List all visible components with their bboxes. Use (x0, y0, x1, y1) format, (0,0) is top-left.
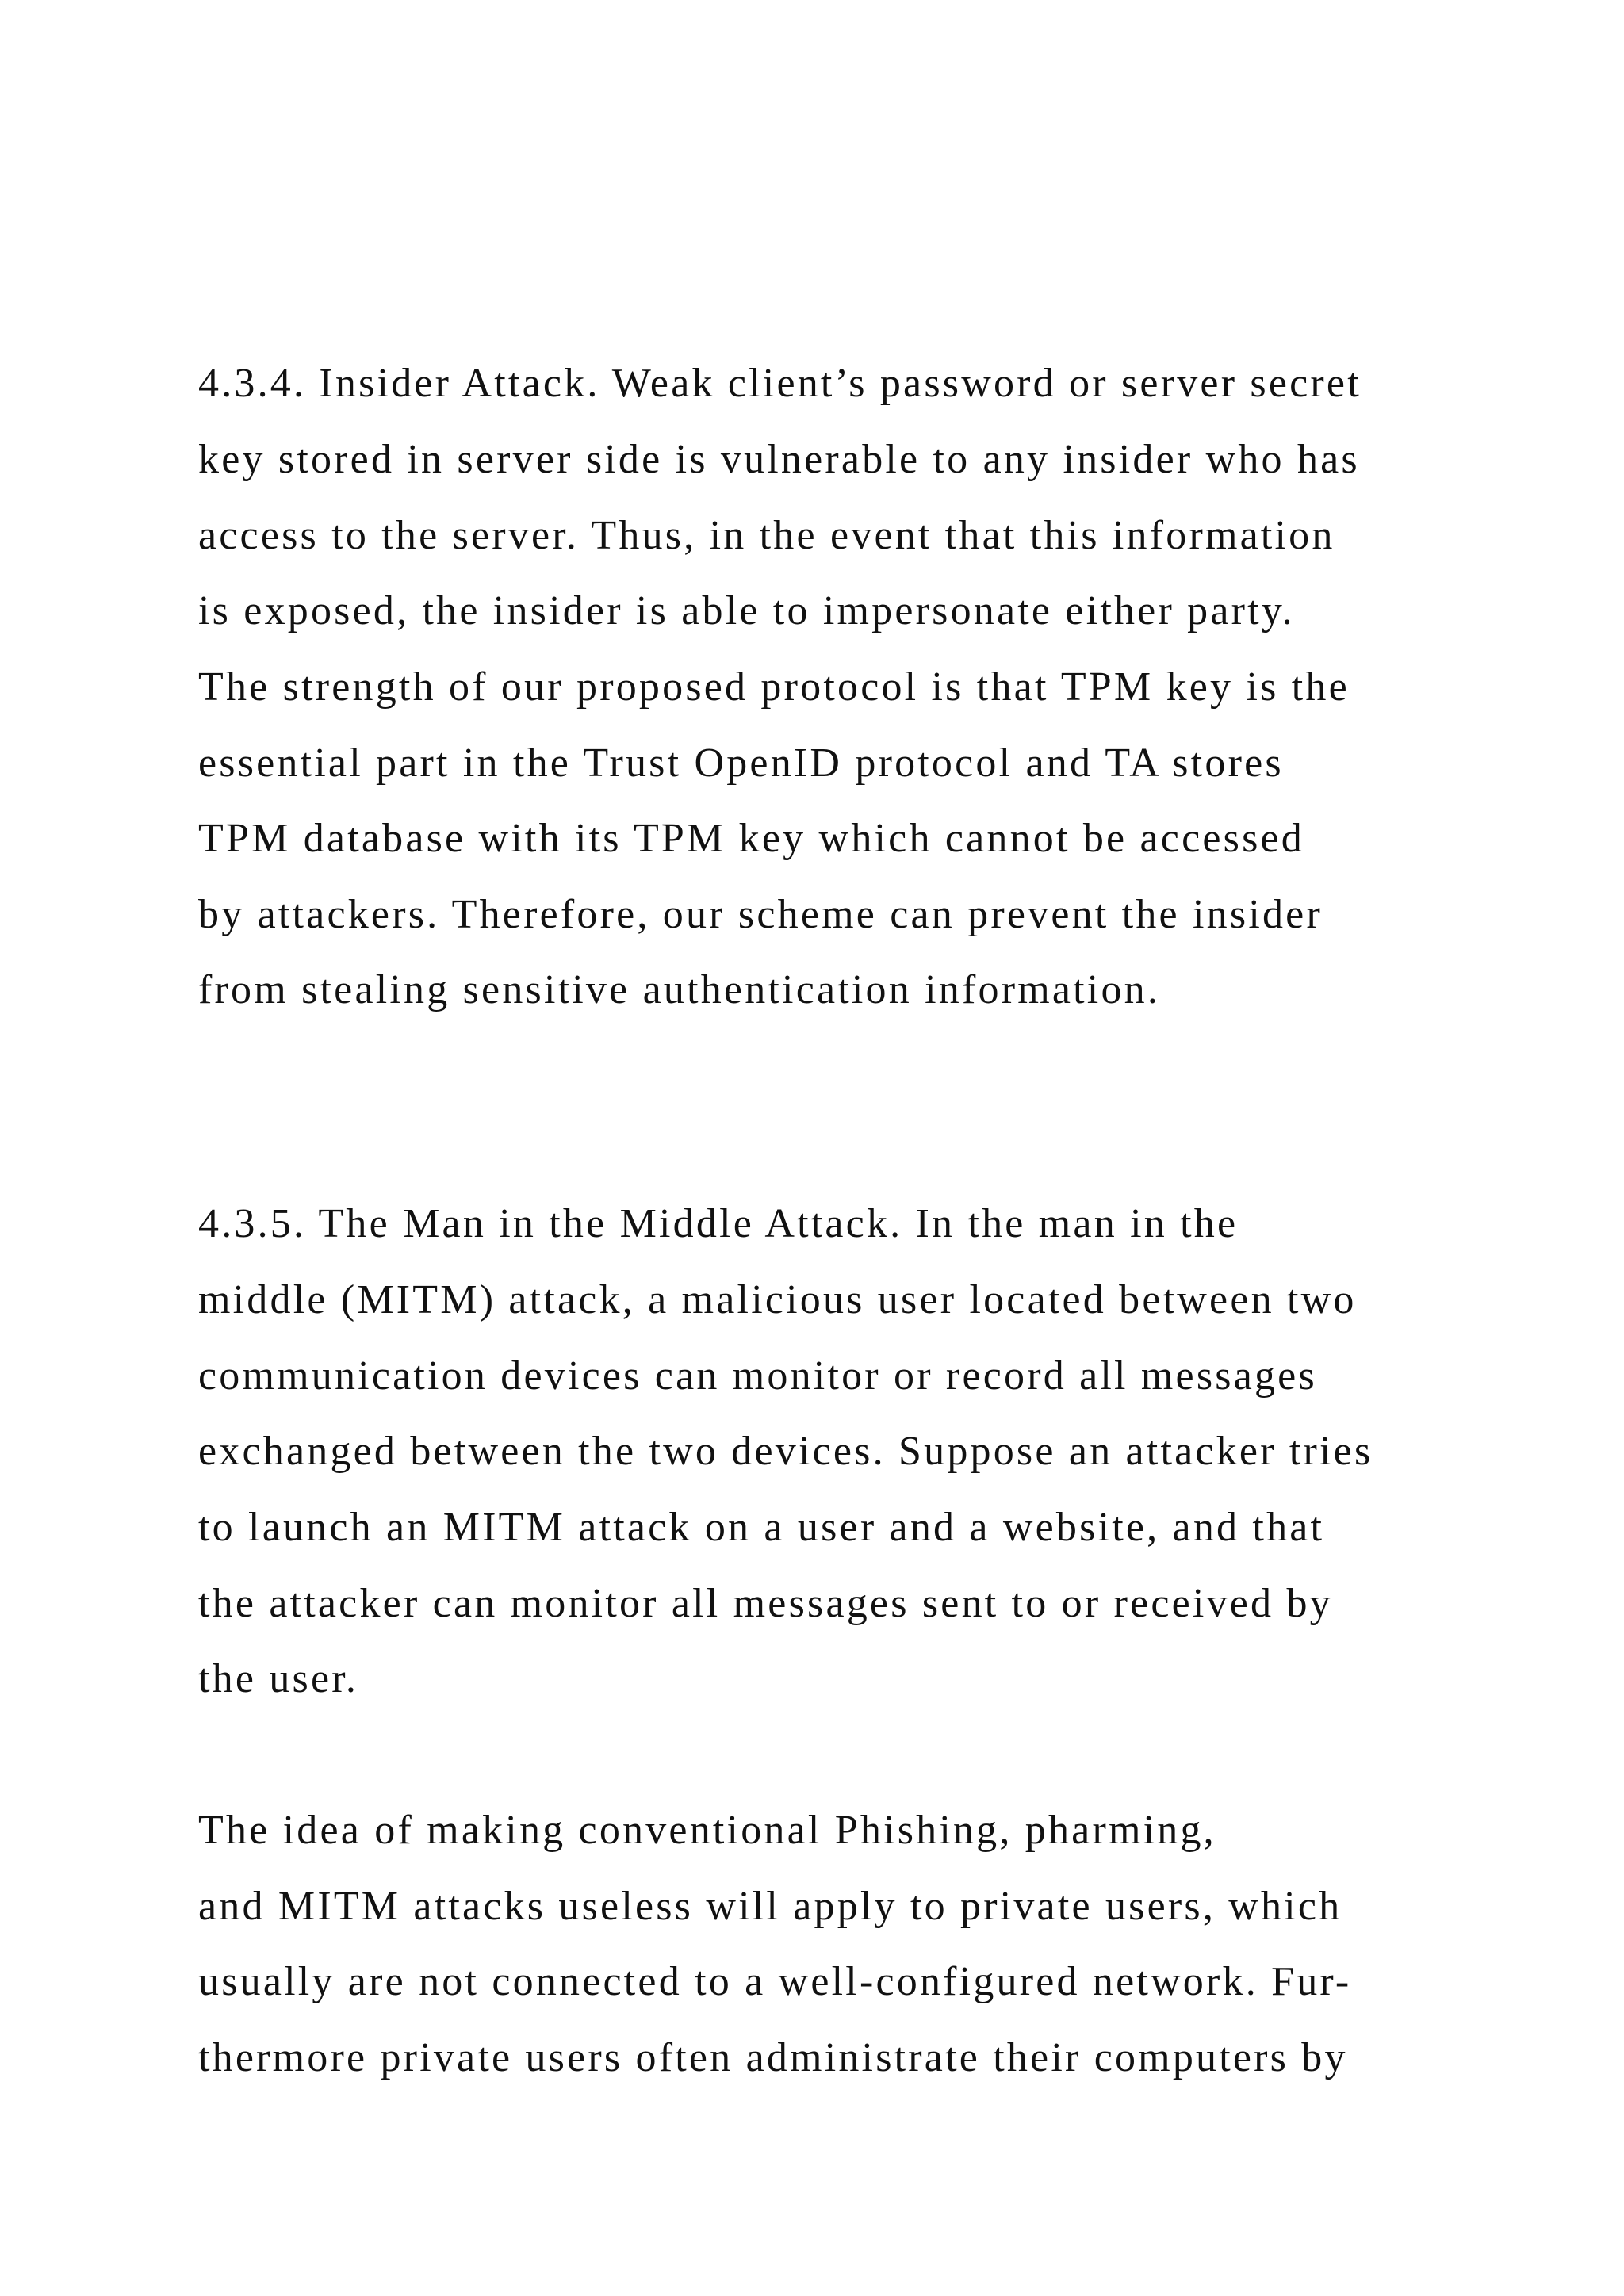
text-line: The idea of making conventional Phishing, pharming, (198, 1808, 1216, 1853)
text-line: communication devices can monitor or record all messages (198, 1353, 1317, 1399)
text-line: is exposed, the insider is able to impersonate either party. (198, 588, 1295, 633)
text-line: the attacker can monitor all messages sent to or received by (198, 1581, 1333, 1626)
text-line: middle (MITM) attack, a malicious user located between two (198, 1277, 1357, 1322)
text-line: key stored in server side is vulnerable to any insider who has (198, 437, 1360, 482)
text-line: 4.3.4. Insider Attack. Weak client’s password or server secret (198, 361, 1362, 406)
text-line: access to the server. Thus, in the event that this information (198, 513, 1335, 558)
text-line: thermore private users often administrate their computers by (198, 2035, 1348, 2080)
text-line: from stealing sensitive authentication information. (198, 967, 1161, 1012)
text-line: essential part in the Trust OpenID protocol and TA stores (198, 740, 1284, 786)
text-line: by attackers. Therefore, our scheme can prevent the insider (198, 892, 1323, 937)
text-line: exchanged between the two devices. Suppose an attacker tries (198, 1429, 1373, 1474)
text-line: and MITM attacks useless will apply to private users, which (198, 1884, 1342, 1929)
text-line: to launch an MITM attack on a user and a website, and that (198, 1505, 1325, 1550)
text-line: usually are not connected to a well-configured network. Fur- (198, 1959, 1352, 2004)
text-line: 4.3.5. The Man in the Middle Attack. In the man in the (198, 1201, 1239, 1246)
text-line: The strength of our proposed protocol is that TPM key is the (198, 664, 1350, 710)
text-line: TPM database with its TPM key which cannot be accessed (198, 816, 1305, 861)
text-line: the user. (198, 1656, 359, 1701)
